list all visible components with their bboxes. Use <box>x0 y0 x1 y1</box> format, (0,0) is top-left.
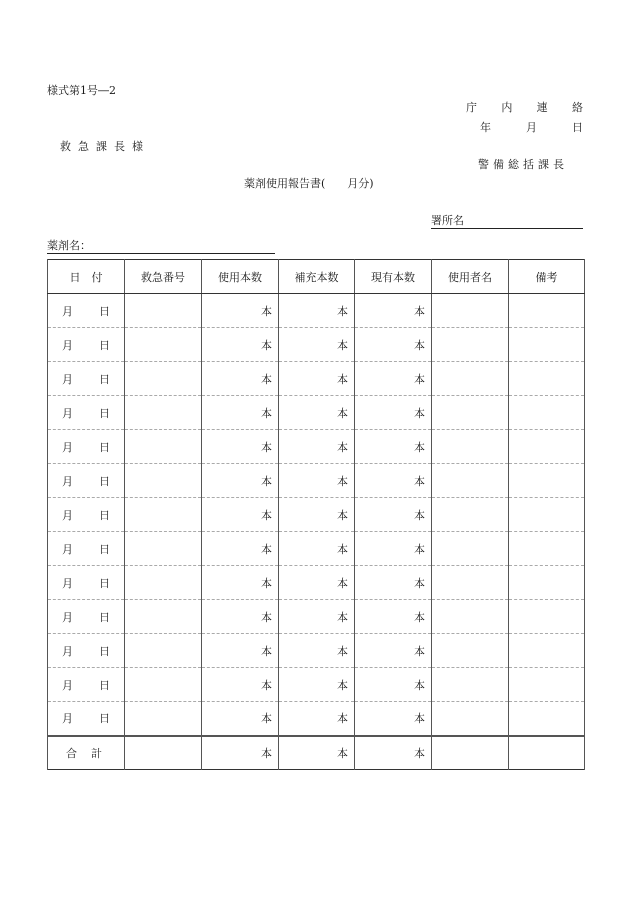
user-name-cell[interactable] <box>432 634 509 668</box>
user-name-cell[interactable] <box>432 362 509 396</box>
ambulance-number-cell[interactable] <box>125 498 202 532</box>
remarks-cell[interactable] <box>509 498 585 532</box>
column-header-remarks: 備考 <box>509 260 585 294</box>
ambulance-number-cell[interactable] <box>125 328 202 362</box>
remarks-cell[interactable] <box>509 362 585 396</box>
table-row <box>48 600 585 634</box>
day-unit: 日 <box>99 372 110 386</box>
date-cell[interactable] <box>48 294 125 328</box>
internal-memo-label <box>466 99 583 115</box>
current-count-cell[interactable]: 本 <box>355 600 432 634</box>
ambulance-number-cell[interactable] <box>125 566 202 600</box>
current-count-cell[interactable]: 本 <box>355 702 432 736</box>
replenished-count-cell[interactable]: 本 <box>279 498 355 532</box>
column-header-current-count: 現有本数 <box>355 260 432 294</box>
table-row <box>48 396 585 430</box>
remarks-cell[interactable] <box>509 634 585 668</box>
date-cell[interactable] <box>48 396 125 430</box>
date-cell[interactable] <box>48 668 125 702</box>
day-unit: 日 <box>99 474 110 488</box>
used-count-cell[interactable]: 本 <box>202 396 279 430</box>
current-count-cell[interactable]: 本 <box>355 430 432 464</box>
month-unit: 月 <box>62 338 73 352</box>
remarks-cell[interactable] <box>509 532 585 566</box>
drug-usage-table <box>47 259 585 770</box>
table-row <box>48 668 585 702</box>
current-count-cell[interactable]: 本 <box>355 328 432 362</box>
used-count-cell[interactable]: 本 <box>202 464 279 498</box>
table-body <box>48 294 585 736</box>
used-count-cell[interactable]: 本 <box>202 600 279 634</box>
table-row <box>48 328 585 362</box>
day-unit: 日 <box>99 508 110 522</box>
total-remarks-cell[interactable] <box>509 736 585 770</box>
date-cell[interactable] <box>48 600 125 634</box>
date-month-label: 月 <box>526 121 537 134</box>
replenished-count-cell[interactable]: 本 <box>279 430 355 464</box>
user-name-cell[interactable] <box>432 498 509 532</box>
current-count-cell[interactable]: 本 <box>355 294 432 328</box>
column-header-used-count: 使用本数 <box>202 260 279 294</box>
memo-char: 連 <box>536 101 548 114</box>
current-count-cell[interactable]: 本 <box>355 634 432 668</box>
table-header-row <box>48 260 585 294</box>
table-row <box>48 634 585 668</box>
month-unit: 月 <box>62 474 73 488</box>
day-unit: 日 <box>99 610 110 624</box>
replenished-count-cell[interactable]: 本 <box>279 702 355 736</box>
date-cell[interactable] <box>48 430 125 464</box>
user-name-cell[interactable] <box>432 294 509 328</box>
used-count-cell[interactable]: 本 <box>202 362 279 396</box>
replenished-count-cell[interactable]: 本 <box>279 294 355 328</box>
replenished-count-cell[interactable]: 本 <box>279 668 355 702</box>
remarks-cell[interactable] <box>509 294 585 328</box>
ambulance-number-cell[interactable] <box>125 294 202 328</box>
day-unit: 日 <box>99 576 110 590</box>
ambulance-number-cell[interactable] <box>125 396 202 430</box>
remarks-cell[interactable] <box>509 328 585 362</box>
ambulance-number-cell[interactable] <box>125 532 202 566</box>
day-unit: 日 <box>99 712 110 726</box>
station-name-field[interactable]: 署所名 <box>431 212 583 229</box>
ambulance-number-cell[interactable] <box>125 464 202 498</box>
ambulance-number-cell[interactable] <box>125 634 202 668</box>
total-replenished-count-cell[interactable]: 本 <box>279 736 355 770</box>
addressee: 救急課長様 <box>60 140 150 153</box>
current-count-cell[interactable]: 本 <box>355 362 432 396</box>
replenished-count-cell[interactable]: 本 <box>279 532 355 566</box>
current-count-cell[interactable]: 本 <box>355 498 432 532</box>
ambulance-number-cell[interactable] <box>125 362 202 396</box>
current-count-cell[interactable]: 本 <box>355 668 432 702</box>
remarks-cell[interactable] <box>509 566 585 600</box>
user-name-cell[interactable] <box>432 668 509 702</box>
current-count-cell[interactable]: 本 <box>355 396 432 430</box>
date-line <box>480 119 583 135</box>
month-unit: 月 <box>62 508 73 522</box>
day-unit: 日 <box>99 440 110 454</box>
table-row <box>48 702 585 736</box>
month-unit: 月 <box>62 372 73 386</box>
used-count-cell[interactable]: 本 <box>202 532 279 566</box>
replenished-count-cell[interactable]: 本 <box>279 362 355 396</box>
replenished-count-cell[interactable]: 本 <box>279 566 355 600</box>
date-cell[interactable] <box>48 532 125 566</box>
replenished-count-cell[interactable]: 本 <box>279 600 355 634</box>
current-count-cell[interactable]: 本 <box>355 566 432 600</box>
drug-name-field[interactable]: 薬剤名： <box>47 237 275 254</box>
remarks-cell[interactable] <box>509 600 585 634</box>
day-unit: 日 <box>99 644 110 658</box>
total-ambulance-number-cell[interactable] <box>125 736 202 770</box>
remarks-cell[interactable] <box>509 702 585 736</box>
remarks-cell[interactable] <box>509 396 585 430</box>
column-header-ambulance-number: 救急番号 <box>125 260 202 294</box>
column-header-date: 日 付 <box>48 260 125 294</box>
total-user-name-cell[interactable] <box>432 736 509 770</box>
ambulance-number-cell[interactable] <box>125 668 202 702</box>
used-count-cell[interactable]: 本 <box>202 430 279 464</box>
date-year-label: 年 <box>480 121 491 134</box>
replenished-count-cell[interactable]: 本 <box>279 464 355 498</box>
sender: 警備総括課長 <box>478 158 568 171</box>
report-title: 薬剤使用報告書( 月分) <box>244 177 374 190</box>
current-count-cell[interactable]: 本 <box>355 464 432 498</box>
user-name-cell[interactable] <box>432 396 509 430</box>
date-cell[interactable] <box>48 362 125 396</box>
total-label: 合計 <box>48 736 125 770</box>
user-name-cell[interactable] <box>432 430 509 464</box>
date-cell[interactable] <box>48 498 125 532</box>
used-count-cell[interactable]: 本 <box>202 668 279 702</box>
ambulance-number-cell[interactable] <box>125 430 202 464</box>
date-cell[interactable] <box>48 702 125 736</box>
replenished-count-cell[interactable]: 本 <box>279 328 355 362</box>
month-unit: 月 <box>62 644 73 658</box>
date-day-label: 日 <box>572 121 583 134</box>
user-name-cell[interactable] <box>432 566 509 600</box>
ambulance-number-cell[interactable] <box>125 702 202 736</box>
month-unit: 月 <box>62 440 73 454</box>
memo-char: 内 <box>501 101 513 114</box>
remarks-cell[interactable] <box>509 430 585 464</box>
total-used-count-cell[interactable]: 本 <box>202 736 279 770</box>
table-row <box>48 464 585 498</box>
used-count-cell[interactable]: 本 <box>202 498 279 532</box>
user-name-cell[interactable] <box>432 464 509 498</box>
day-unit: 日 <box>99 304 110 318</box>
remarks-cell[interactable] <box>509 464 585 498</box>
table-row <box>48 532 585 566</box>
current-count-cell[interactable]: 本 <box>355 532 432 566</box>
day-unit: 日 <box>99 338 110 352</box>
month-unit: 月 <box>62 610 73 624</box>
used-count-cell[interactable]: 本 <box>202 702 279 736</box>
column-header-user-name: 使用者名 <box>432 260 509 294</box>
column-header-replenished-count: 補充本数 <box>279 260 355 294</box>
total-current-count-cell[interactable]: 本 <box>355 736 432 770</box>
month-unit: 月 <box>62 406 73 420</box>
day-unit: 日 <box>99 678 110 692</box>
month-unit: 月 <box>62 542 73 556</box>
form-number: 様式第1号―2 <box>47 84 116 97</box>
replenished-count-cell[interactable]: 本 <box>279 396 355 430</box>
date-cell[interactable] <box>48 464 125 498</box>
used-count-cell[interactable]: 本 <box>202 634 279 668</box>
table-row <box>48 430 585 464</box>
table-row <box>48 362 585 396</box>
replenished-count-cell[interactable]: 本 <box>279 634 355 668</box>
date-cell[interactable] <box>48 634 125 668</box>
table-row <box>48 566 585 600</box>
user-name-cell[interactable] <box>432 600 509 634</box>
month-unit: 月 <box>62 304 73 318</box>
date-cell[interactable] <box>48 328 125 362</box>
total-row <box>48 736 585 770</box>
used-count-cell[interactable]: 本 <box>202 294 279 328</box>
month-unit: 月 <box>62 712 73 726</box>
remarks-cell[interactable] <box>509 668 585 702</box>
table-row <box>48 294 585 328</box>
table-row <box>48 498 585 532</box>
day-unit: 日 <box>99 542 110 556</box>
day-unit: 日 <box>99 406 110 420</box>
ambulance-number-cell[interactable] <box>125 600 202 634</box>
used-count-cell[interactable]: 本 <box>202 328 279 362</box>
user-name-cell[interactable] <box>432 532 509 566</box>
user-name-cell[interactable] <box>432 328 509 362</box>
month-unit: 月 <box>62 678 73 692</box>
used-count-cell[interactable]: 本 <box>202 566 279 600</box>
date-cell[interactable] <box>48 566 125 600</box>
month-unit: 月 <box>62 576 73 590</box>
memo-char: 庁 <box>466 101 477 114</box>
user-name-cell[interactable] <box>432 702 509 736</box>
memo-char: 絡 <box>571 101 583 114</box>
